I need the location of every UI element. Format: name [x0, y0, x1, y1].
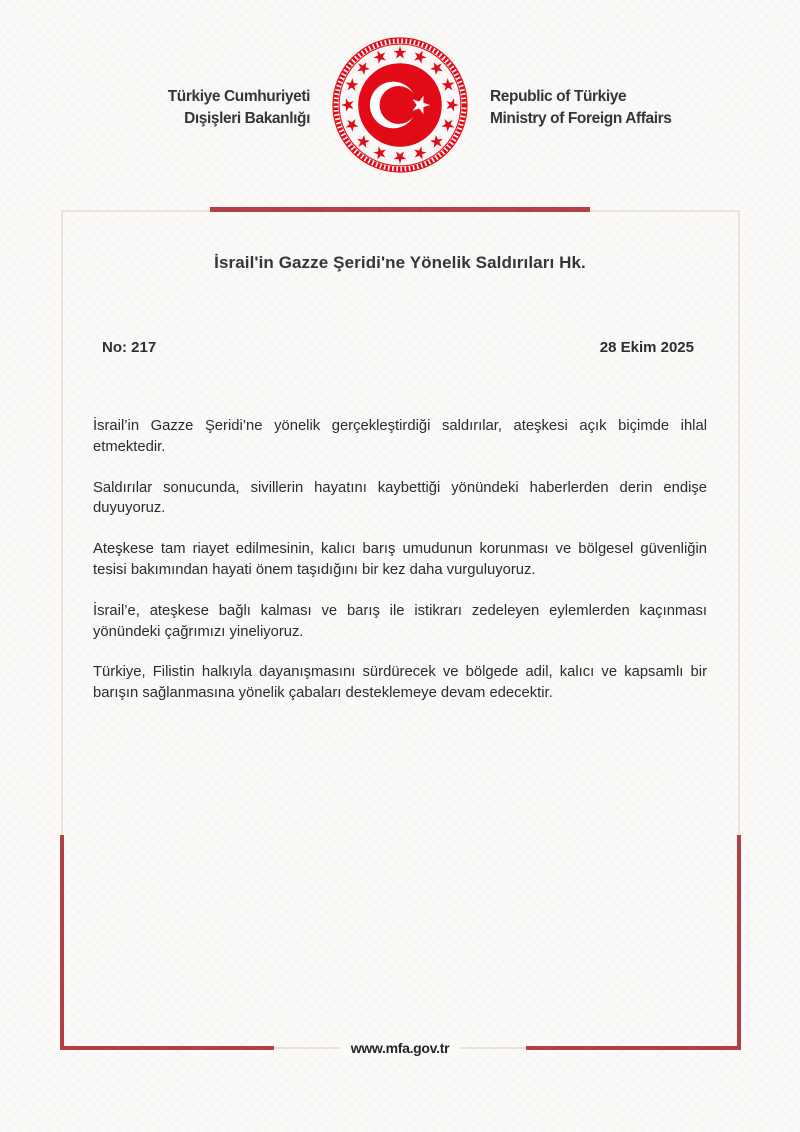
crescent-star-emblem-icon [330, 35, 470, 175]
frame-right-red-rule [737, 835, 741, 1050]
frame-bottom-red-left [60, 1046, 274, 1050]
body-paragraph: Saldırılar sonucunda, sivillerin hayatını kaybettiği yönündeki haberlerden derin endişe duyuyoruz. [93, 479, 707, 517]
body-paragraph: İsrail’in Gazze Şeridi’ne yönelik gerçekleştirdiği saldırılar, ateşkesi açık biçimde ihlal etmektedir. [93, 418, 707, 455]
letterhead-english-line1: Republic of Türkiye [490, 88, 627, 105]
letterhead-english [490, 86, 672, 130]
body-paragraph: İsrail’e, ateşkese bağlı kalması ve barış ile istikrarı zedeleyen eylemlerden kaçınması yönündeki çağrımızı yineliyoruz. [93, 602, 707, 640]
release-number: No: 217 [102, 339, 157, 356]
release-body [93, 416, 707, 724]
body-paragraph: Türkiye, Filistin halkıyla dayanışmasını sürdürecek ve bölgede adil, kalıcı ve kapsamlı bir barışın sağlanmasına yönelik çabaları desteklemeye devam edecektir. [93, 664, 707, 702]
frame-bottom-red-right [526, 1046, 740, 1050]
letterhead-turkish [168, 86, 310, 130]
letterhead-turkish-line2: Dışişleri Bakanlığı [184, 110, 310, 127]
letterhead-english-line2: Ministry of Foreign Affairs [490, 110, 672, 127]
letterhead-turkish-line1: Türkiye Cumhuriyeti [167, 88, 310, 105]
release-date: 28 Ekim 2025 [599, 339, 694, 356]
body-paragraph: Ateşkese tam riayet edilmesinin, kalıcı barış umudunun korunması ve bölgesel güvenliğin tesisi bakımından hayati önem taşıdığını bir kez daha vurguluyoruz. [93, 541, 707, 578]
frame-left-red-rule [60, 835, 64, 1050]
page-title: İsrail'in Gazze Şeridi'ne Yönelik Saldırıları Hk. [214, 253, 586, 272]
website-label: www.mfa.gov.tr [340, 1040, 460, 1056]
header-divider-red-line [210, 207, 590, 212]
frame-right-rule [738, 210, 740, 836]
frame-left-rule [61, 210, 63, 836]
